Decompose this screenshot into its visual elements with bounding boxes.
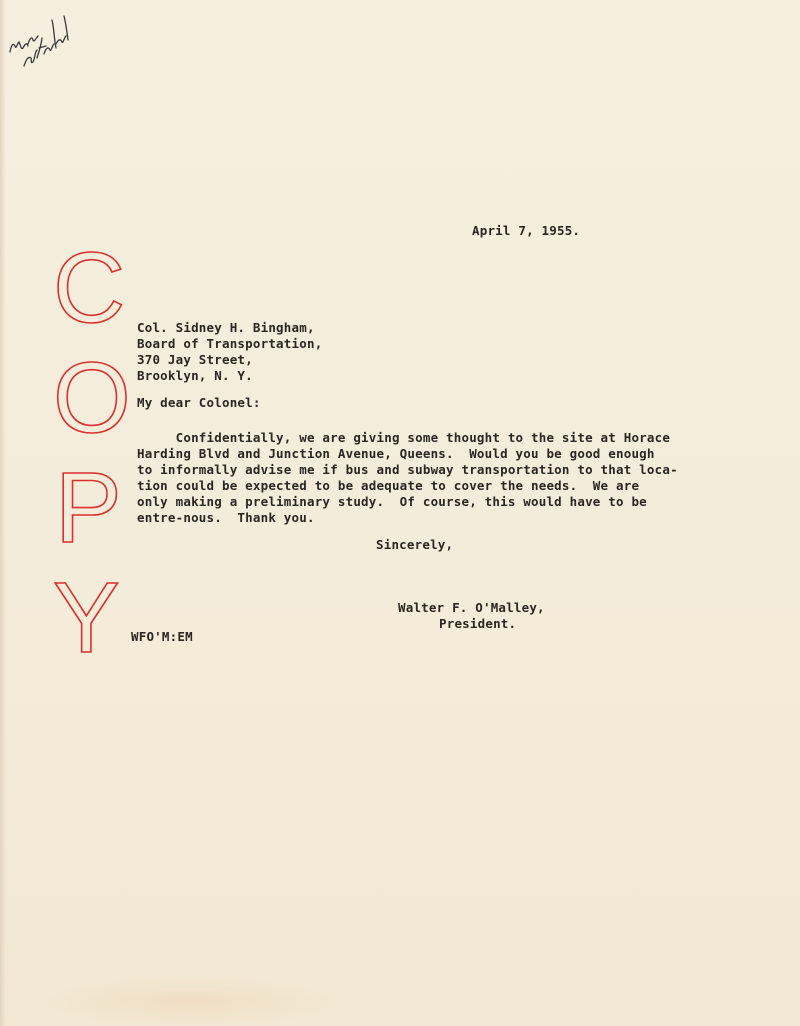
copy-stamp-letter-y: Y [53, 562, 120, 674]
recipient-street: 370 Jay Street, [137, 352, 253, 367]
body-line: tion could be expected to be adequate to cover the needs. We are [137, 478, 640, 493]
copy-stamp-letter-o: O [53, 342, 131, 454]
handwritten-note [4, 8, 74, 68]
recipient-organization: Board of Transportation, [137, 336, 323, 351]
signature-name: Walter F. O'Malley, [398, 600, 545, 615]
body-line: entre-nous. Thank you. [137, 510, 315, 525]
body-line: to informally advise me if bus and subway transportation to that loca- [137, 462, 678, 477]
copy-stamp [52, 232, 131, 674]
paper-stain [40, 976, 340, 1026]
salutation: My dear Colonel: [137, 395, 261, 410]
letter-body [137, 430, 678, 526]
copy-stamp-letter-c: C [53, 232, 126, 344]
copy-stamp-letter-p: P [55, 452, 122, 564]
body-line: only making a preliminary study. Of course, this would have to be [137, 494, 647, 509]
paper-edge [0, 0, 6, 1026]
signature-title: President. [439, 616, 517, 631]
closing: Sincerely, [376, 537, 454, 552]
body-line: Confidentially, we are giving some thought to the site at Horace [137, 430, 671, 445]
body-line: Harding Blvd and Junction Avenue, Queens. Would you be good enough [137, 446, 655, 461]
reference-initials: WFO'M:EM [131, 629, 193, 644]
recipient-address [137, 320, 322, 384]
recipient-city: Brooklyn, N. Y. [137, 368, 253, 383]
recipient-name: Col. Sidney H. Bingham, [137, 320, 315, 335]
letter-date: April 7, 1955. [472, 223, 581, 238]
